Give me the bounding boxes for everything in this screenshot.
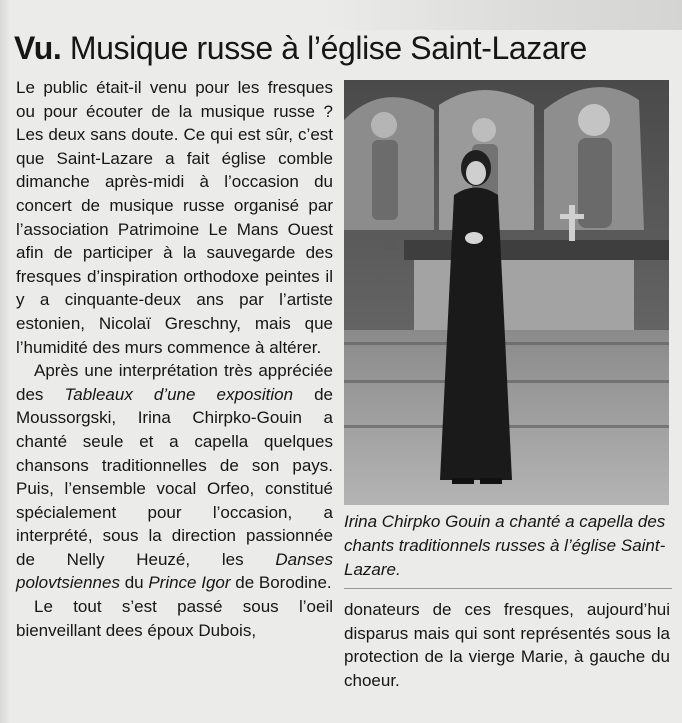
- work-title-tableaux: Tableaux d’une exposition: [64, 384, 294, 404]
- work-title-prince-igor: Prince Igor: [148, 573, 231, 593]
- headline-kicker: Vu.: [14, 30, 62, 66]
- fresco-saint-halo: [578, 104, 610, 136]
- fresco-saint: [372, 140, 398, 220]
- paragraph-2: [16, 359, 333, 595]
- caption-divider: [344, 588, 672, 589]
- headline-title: Musique russe à l’église Saint-Lazare: [69, 30, 587, 66]
- paragraph-3: Le tout s’est passé sous l’oeil bienveillant dees époux Dubois,: [16, 597, 333, 640]
- candle-stand: [384, 230, 398, 250]
- altar-table: [414, 260, 634, 330]
- fresco-saint-halo: [371, 112, 397, 138]
- page-edge-shadow: [0, 0, 10, 723]
- paragraph-2-text: du: [119, 573, 149, 593]
- altar-top: [404, 240, 669, 260]
- work-title-danses: Danses polovtsiennes: [16, 549, 333, 593]
- paragraph-1: Le public était-il venu pour les fresques ou pour écouter de la musique russe ? Les deux sans doute. Ce qui est sûr, c’est que Saint-Lazare a fait église comble dimanche après-midi à l’occasion du concert de musique russe organisé par l’association Patrimoine Le Mans Ouest afin de participer à la sauvegarde des fresques d’inspiration orthodoxe peintes il y a cinquante-deux ans par l’artiste estonien, Nicolaï Greschny, mais que l’humidité des murs commence à altérer.: [16, 78, 333, 357]
- step-edge: [344, 342, 669, 345]
- paragraph-2-text: de Moussorgski, Irina Chirpko-Gouin a chanté seule et a capella quelques chansons traditionnelles de son pays. Puis, l’ensemble vocal Orfeo, constitué spécialement pour l’occasion, a interprété, sous la direction passionnée de Nelly Heuzé, les: [16, 384, 333, 569]
- article-body-continuation: donateurs de ces fresques, aujourd’hui disparus mais qui sont représentés sous la protection de la vierge Marie, à gauche du choeur.: [344, 600, 670, 690]
- fresco-saint-halo: [472, 118, 496, 142]
- church-interior-illustration: [344, 80, 669, 505]
- photo-caption: Irina Chirpko Gouin a chanté a capella des chants traditionnels russes à l’église Saint-Lazare.: [344, 512, 666, 579]
- bleed-through-area: [322, 0, 682, 30]
- paragraph-2-text: Après une interprétation très appréciée des: [16, 361, 333, 404]
- altar-cross: [569, 205, 575, 241]
- paragraph-2-text: de Borodine.: [230, 573, 332, 593]
- article-body-left-column: [16, 76, 333, 642]
- concert-photo: [344, 80, 669, 505]
- article-headline: [14, 30, 674, 66]
